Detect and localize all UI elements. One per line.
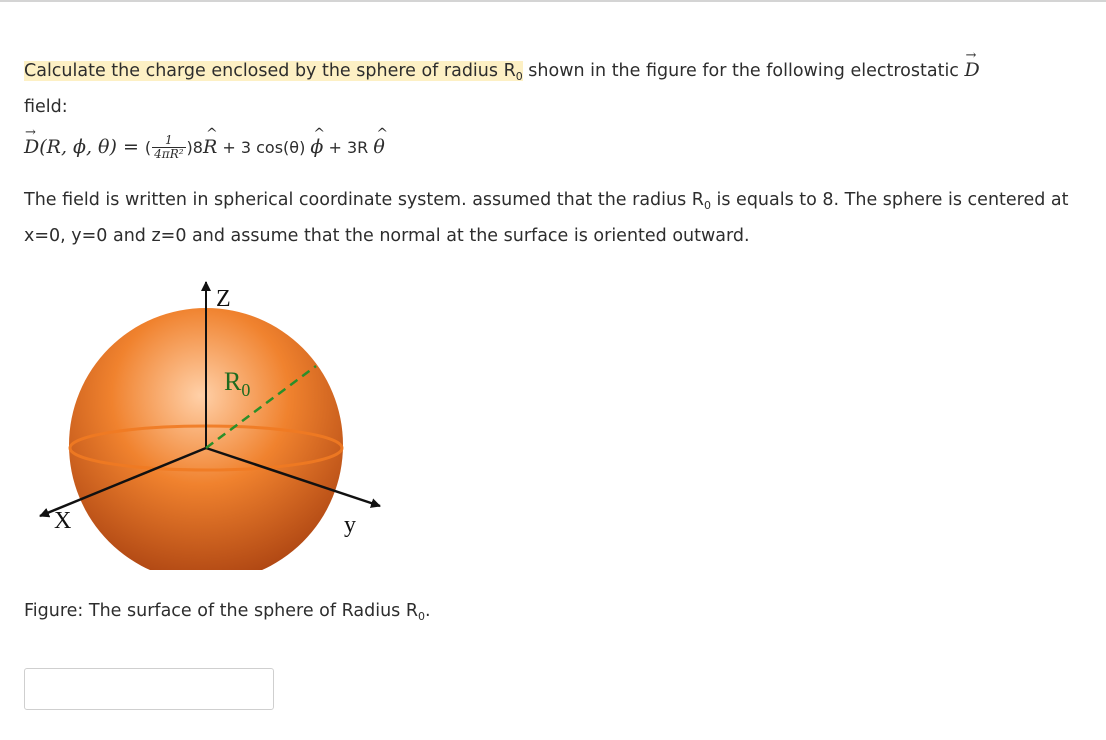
fraction: $\frac{1}{\text{4πR²}}$	[154, 133, 184, 161]
answer-input[interactable]	[24, 668, 274, 710]
x-axis-label: X	[54, 508, 72, 534]
field-formula: → D(R, ϕ, θ) = ( $\frac{1}{\text{4πR²}}$ )8^ R + 3 cos(θ) ^ ϕ + 3R ^ θ	[24, 132, 1084, 163]
d-field-symbol: → D	[965, 55, 980, 86]
question-description: The field is written in spherical coordinate system. assumed that the radius $R_0$ is equals to 8. The sphere is centered at x=0, y=0 and z=0 and assume that the normal at the surface is oriented outward.	[24, 190, 1069, 246]
top-divider	[0, 0, 1106, 2]
figure-caption: Figure: The surface of the sphere of Radius $R_0$.	[24, 601, 431, 623]
highlighted-text: Calculate the charge enclosed by the sphere of radius $R_0$	[24, 61, 523, 83]
radius-label: $R_0$	[224, 367, 251, 400]
question-text: Calculate the charge enclosed by the sphere of radius $R_0$ shown in the figure for the following electrostatic → D field:	[24, 55, 1084, 123]
y-axis-label: y	[344, 512, 356, 538]
sphere-figure	[30, 270, 410, 570]
z-axis-label: Z	[216, 286, 231, 312]
